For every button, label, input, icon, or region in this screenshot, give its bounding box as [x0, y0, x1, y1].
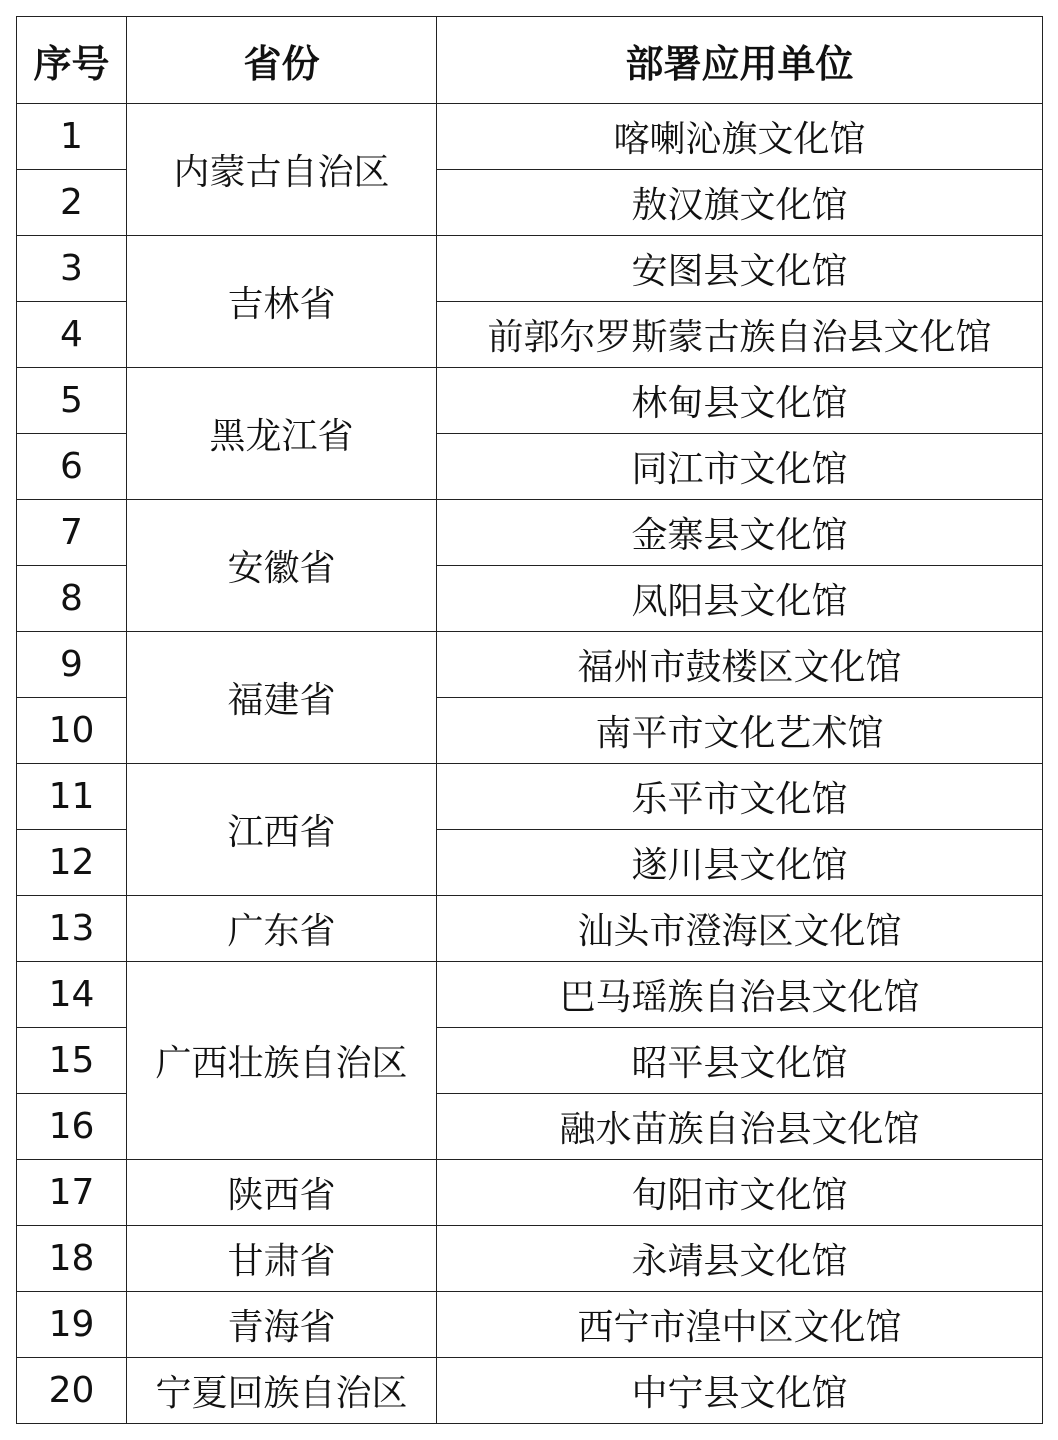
cell-seq: 15 [17, 1028, 127, 1094]
cell-seq: 10 [17, 698, 127, 764]
cell-seq: 3 [17, 236, 127, 302]
cell-province: 甘肃省 [127, 1226, 437, 1292]
cell-unit: 同江市文化馆 [437, 434, 1043, 500]
cell-seq: 14 [17, 962, 127, 1028]
table-row [17, 1358, 1043, 1424]
cell-unit: 汕头市澄海区文化馆 [437, 896, 1043, 962]
cell-seq: 4 [17, 302, 127, 368]
cell-seq: 5 [17, 368, 127, 434]
cell-unit: 敖汉旗文化馆 [437, 170, 1043, 236]
cell-unit: 乐平市文化馆 [437, 764, 1043, 830]
header-unit: 部署应用单位 [437, 17, 1043, 104]
cell-seq: 17 [17, 1160, 127, 1226]
table-row [17, 764, 1043, 830]
cell-seq: 6 [17, 434, 127, 500]
table-container [16, 16, 1043, 1424]
cell-unit: 旬阳市文化馆 [437, 1160, 1043, 1226]
cell-province: 安徽省 [127, 500, 437, 632]
table-header-row [17, 17, 1043, 104]
cell-province: 黑龙江省 [127, 368, 437, 500]
cell-seq: 12 [17, 830, 127, 896]
table-row [17, 500, 1043, 566]
table-row [17, 962, 1043, 1028]
cell-province: 广东省 [127, 896, 437, 962]
cell-unit: 昭平县文化馆 [437, 1028, 1043, 1094]
cell-seq: 13 [17, 896, 127, 962]
cell-unit: 永靖县文化馆 [437, 1226, 1043, 1292]
cell-seq: 18 [17, 1226, 127, 1292]
cell-seq: 19 [17, 1292, 127, 1358]
cell-province: 广西壮族自治区 [127, 962, 437, 1160]
cell-unit: 南平市文化艺术馆 [437, 698, 1043, 764]
cell-unit: 凤阳县文化馆 [437, 566, 1043, 632]
table-row [17, 1292, 1043, 1358]
cell-seq: 11 [17, 764, 127, 830]
cell-unit: 林甸县文化馆 [437, 368, 1043, 434]
cell-seq: 20 [17, 1358, 127, 1424]
table-row [17, 1160, 1043, 1226]
table-row [17, 896, 1043, 962]
cell-unit: 巴马瑶族自治县文化馆 [437, 962, 1043, 1028]
cell-unit: 安图县文化馆 [437, 236, 1043, 302]
table-row [17, 632, 1043, 698]
table-row [17, 1226, 1043, 1292]
cell-province: 内蒙古自治区 [127, 104, 437, 236]
cell-seq: 8 [17, 566, 127, 632]
table-row [17, 236, 1043, 302]
cell-province: 陕西省 [127, 1160, 437, 1226]
cell-province: 吉林省 [127, 236, 437, 368]
cell-province: 青海省 [127, 1292, 437, 1358]
cell-unit: 遂川县文化馆 [437, 830, 1043, 896]
cell-unit: 西宁市湟中区文化馆 [437, 1292, 1043, 1358]
cell-unit: 中宁县文化馆 [437, 1358, 1043, 1424]
cell-seq: 16 [17, 1094, 127, 1160]
cell-seq: 1 [17, 104, 127, 170]
cell-unit: 融水苗族自治县文化馆 [437, 1094, 1043, 1160]
cell-unit: 前郭尔罗斯蒙古族自治县文化馆 [437, 302, 1043, 368]
header-province: 省份 [127, 17, 437, 104]
table-row [17, 104, 1043, 170]
header-seq: 序号 [17, 17, 127, 104]
cell-unit: 金寨县文化馆 [437, 500, 1043, 566]
deployment-units-table [16, 16, 1043, 1424]
cell-province: 江西省 [127, 764, 437, 896]
cell-unit: 喀喇沁旗文化馆 [437, 104, 1043, 170]
cell-seq: 9 [17, 632, 127, 698]
cell-province: 宁夏回族自治区 [127, 1358, 437, 1424]
cell-seq: 7 [17, 500, 127, 566]
table-row [17, 368, 1043, 434]
cell-unit: 福州市鼓楼区文化馆 [437, 632, 1043, 698]
cell-province: 福建省 [127, 632, 437, 764]
cell-seq: 2 [17, 170, 127, 236]
